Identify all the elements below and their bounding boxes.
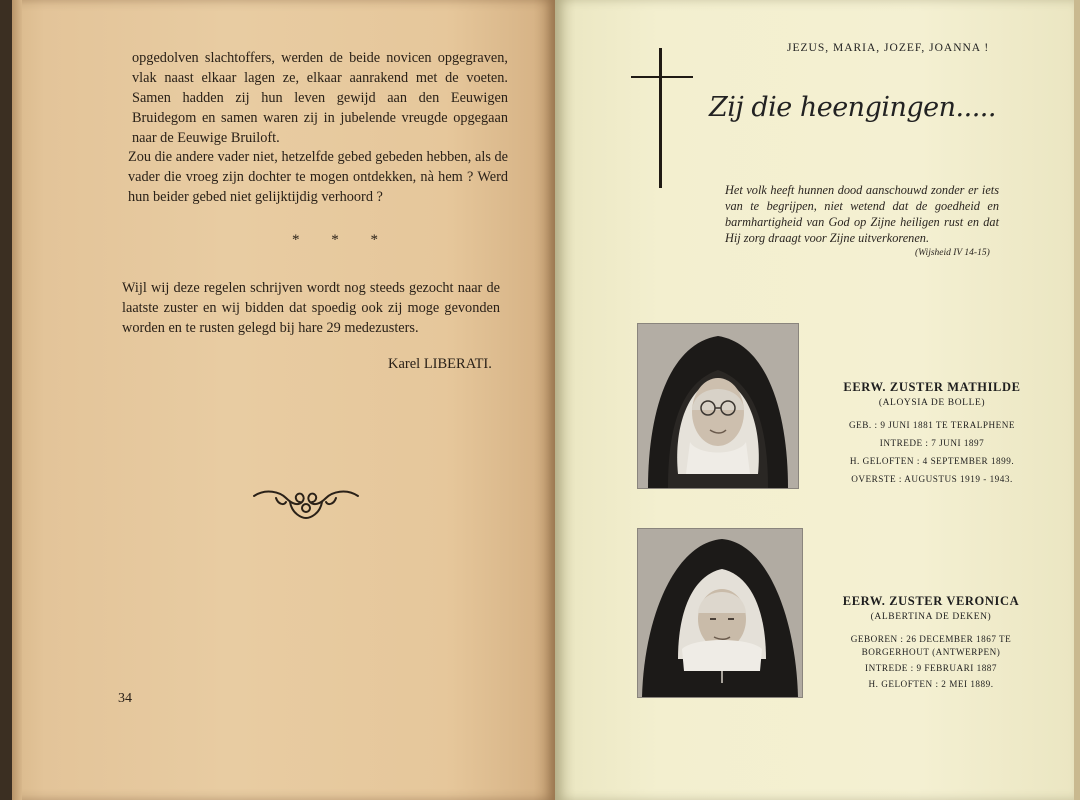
bio-line: BORGERHOUT (ANTWERPEN) bbox=[861, 647, 1001, 657]
left-paragraph-3: Wijl wij deze regelen schrijven wordt nog steeds gezocht naar de laatste zuster en wij bidden dat spoedig ook zij moge gevonden worden en te rusten gelegd bij hare 29 medezusters. bbox=[122, 280, 500, 336]
bio-mathilde bbox=[827, 380, 1037, 484]
cross-icon bbox=[659, 48, 662, 188]
cross-icon-bar bbox=[631, 76, 693, 78]
scroll-ornament-icon bbox=[252, 484, 360, 524]
bio-veronica bbox=[825, 594, 1037, 689]
left-paragraph-1: opgedolven slachtoffers, werden de beide novicen opgegraven, vlak naast elkaar lagen ze, elkaar aanrakend met de voeten. Samen hadden zij hun leven gewijd aan den Eeuwigen Bruidegom en samen waren zij in jubelende vreugde opgegaan naar de Eeuwige Bruiloft. bbox=[132, 50, 508, 146]
page-heading: Zij die heengingen..... bbox=[709, 92, 996, 123]
bio-line: GEB. : 9 JUNI 1881 TE TERALPHENE bbox=[849, 420, 1015, 430]
section-separator: * * * bbox=[292, 232, 392, 248]
quote-reference: (Wijsheid IV 14-15) bbox=[915, 248, 990, 258]
invocation-header: JEZUS, MARIA, JOZEF, JOANNA ! bbox=[787, 42, 990, 54]
left-page bbox=[12, 0, 555, 800]
right-page bbox=[555, 0, 1074, 800]
author-signature: Karel LIBERATI. bbox=[388, 356, 492, 372]
portrait-photo-mathilde bbox=[637, 323, 799, 489]
bio-line: GEBOREN : 26 DECEMBER 1867 TE bbox=[850, 634, 1012, 644]
scripture-quote: Het volk heeft hunnen dood aanschouwd zonder er iets van te begrijpen, niet wetend dat de goedheid en barmhartigheid van God op Zijne heiligen rust en dat Hij zorg draagt voor Zijne uitverkorenen. bbox=[725, 183, 999, 245]
portrait-photo-veronica bbox=[637, 528, 803, 698]
bio-line: H. GELOFTEN : 2 MEI 1889. bbox=[868, 679, 994, 689]
bio-line: H. GELOFTEN : 4 SEPTEMBER 1899. bbox=[849, 456, 1015, 466]
nun-portrait-icon bbox=[638, 324, 798, 488]
bio-line: INTREDE : 7 JUNI 1897 bbox=[879, 438, 985, 448]
nun-portrait-icon bbox=[638, 529, 802, 697]
left-paragraph-2: Zou die andere vader niet, hetzelfde gebed gebeden hebben, als de vader die vroeg zijn dochter te mogen ontdekken, nà hem ? Werd hun beider gebed niet gelijktijdig verhoord ? bbox=[128, 149, 508, 205]
sister-name: EERW. ZUSTER MATHILDE bbox=[843, 380, 1021, 394]
sister-civil-name: (ALBERTINA DE DEKEN) bbox=[870, 612, 992, 622]
sister-name: EERW. ZUSTER VERONICA bbox=[842, 594, 1020, 608]
bio-line: OVERSTE : AUGUSTUS 1919 - 1943. bbox=[851, 474, 1013, 484]
page-number: 34 bbox=[118, 691, 132, 706]
bio-line: INTREDE : 9 FEBRUARI 1887 bbox=[865, 663, 997, 673]
sister-civil-name: (ALOYSIA DE BOLLE) bbox=[878, 398, 986, 408]
